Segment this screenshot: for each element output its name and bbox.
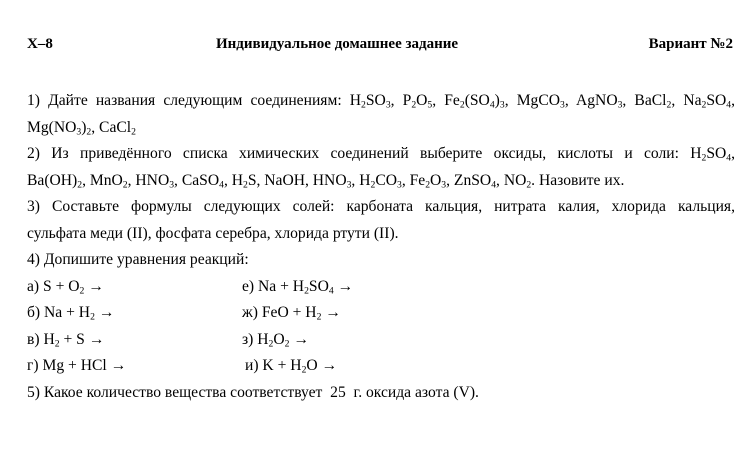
task-3 [27,194,735,247]
task-2-line-1: 2) Из приведённого списка химических соединений выберите оксиды, кислоты и соли: $H_2SO_4$, [27,145,735,164]
task-3-line-2: сульфата меди (II), фосфата серебра, хлорида ртути (II). [27,224,399,242]
equation-row-3 [27,327,735,354]
equation-zh: ж) FeO + $H_2$ → [242,304,341,323]
task-3-line-1: 3) Составьте формулы следующих солей: карбоната кальция, нитрата калия, хлорида кальция, [27,198,735,215]
variant-label: Вариант №2 [648,36,733,52]
task-1 [27,88,735,141]
task-4-title: 4) Допишите уравнения реакций: [27,251,249,268]
task-1-line-1: 1) Дайте названия следующим соединениям: $H_2SO_3$, $P_2O_5$, $Fe_2(SO_4)_3$, MgCO$_3$, AgNO$_3$, BaCl$_2$, $Na_2SO_4$, [27,92,735,111]
document-title: Индивидуальное домашнее задание [216,36,459,52]
equation-i: и) $K + H_2O$ → [245,357,338,376]
assignment-body [27,88,735,406]
equation-v: в) $H_2 + S$ → [27,330,105,349]
task-5: 5) Какое количество вещества соответствует 25 г. оксида азота (V). [27,383,479,401]
class-code: Х–8 [27,36,53,52]
task-4 [27,247,735,380]
equation-a: а) $S + O_2$ → [27,277,104,296]
task-2 [27,141,735,194]
document-header [27,36,733,56]
equation-e: е) $Na + H_2SO_4$ → [242,277,354,296]
task-2-line-2: $Ba(OH)_2$, MnO$_2$, $HNO_3$, CaSO$_4$, $H_2S$, NaOH, $HNO_3$, $H_2CO_3$, $Fe_2O_3$, ZnSO$_4$, $NO_2$. Назовите их. [27,171,625,190]
equation-b: б) $Na + H_2$ → [27,304,115,323]
equation-row-4 [27,353,735,380]
equation-row-2 [27,300,735,327]
equation-g: г) Mg + HCl → [27,357,127,374]
equation-z: з) $H_2O_2$ → [242,330,309,349]
equation-row-1 [27,274,735,301]
task-1-line-2: $Mg(NO_3)_2$, CaCl$_2$ [27,118,136,137]
